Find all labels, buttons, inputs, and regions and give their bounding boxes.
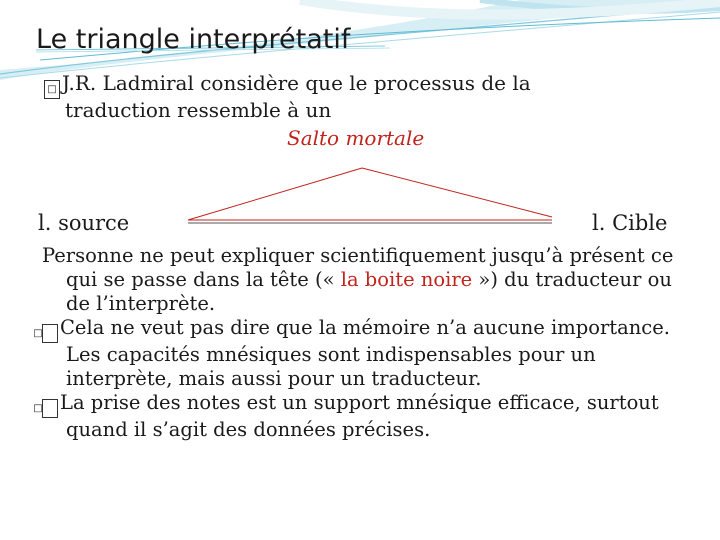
intro-line-2: traduction ressemble à un (65, 98, 332, 122)
triangle-left-edge (188, 168, 362, 220)
bullet-notes-text: La prise des notes est un support mnésique efficace, surtout quand il s’agit des données précises. (60, 391, 659, 441)
triangle-right-edge (362, 168, 552, 217)
bullet-notes (33, 391, 692, 442)
bullet-icon: □ (42, 324, 58, 343)
bullet-icon: □ (42, 399, 58, 418)
intro-bullet (44, 72, 684, 121)
bullet-memory-text: Cela ne veut pas dire que la mémoire n’a aucune importance. Les capacités mnésiques sont indispensables pour un interprète, mais aussi pour un traducteur. (60, 316, 670, 390)
paragraph-black-box (42, 244, 692, 316)
bullet-icon: □ (44, 80, 60, 99)
body-text (33, 244, 692, 442)
bullet-memory (33, 316, 692, 391)
intro-line-1: J.R. Ladmiral considère que le processus de la (62, 71, 531, 95)
paragraph-text-start: Personne ne peut expliquer scientifiquement jusqu’à présent ce qui se passe dans la tête (« (42, 244, 674, 291)
target-language-label: l. Cible (592, 211, 668, 235)
black-box-highlight: la boite noire (340, 268, 473, 291)
salto-mortale-label: Salto mortale (287, 126, 425, 150)
triangle-diagram (180, 165, 560, 230)
source-language-label: l. source (38, 211, 130, 235)
slide-title: Le triangle interprétatif (36, 24, 351, 55)
paragraph-text-end: ») du traducteur ou de l’interprète. (66, 268, 672, 315)
